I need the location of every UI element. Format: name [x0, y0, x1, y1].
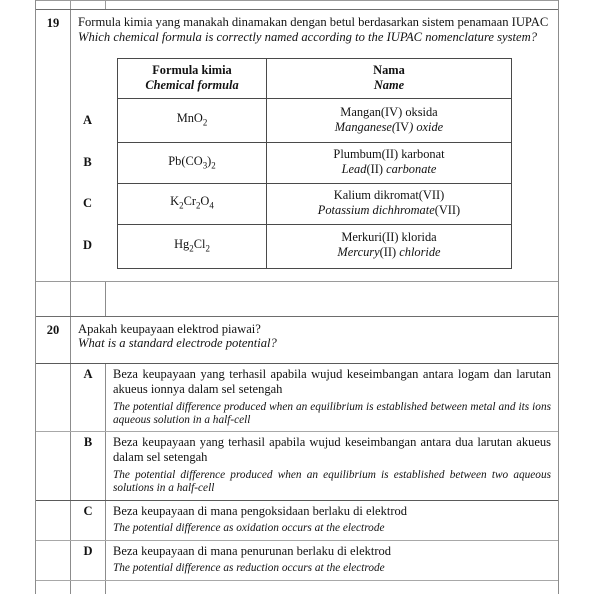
- question-19-option-letter-a: A: [82, 112, 93, 127]
- table-row[interactable]: [118, 183, 512, 224]
- formula-cell-c: $K_2Cr_2O_4$: [118, 183, 267, 224]
- question-20-stem-ms: Apakah keupayaan elektrod piawai?: [78, 321, 261, 336]
- option-d-body: [106, 541, 558, 580]
- option-d-number-cell: [36, 541, 71, 580]
- question-number-20: 20: [36, 317, 71, 363]
- question-19-stem: [78, 15, 552, 44]
- option-row-b[interactable]: [36, 431, 558, 499]
- spacer-row: [36, 281, 558, 316]
- header-name-en: Name: [373, 78, 405, 93]
- option-a-letter: A: [71, 364, 106, 431]
- name-ms-a: Mangan(IV) oksida: [340, 104, 438, 119]
- header-name-ms: Nama: [373, 63, 405, 78]
- option-row-c[interactable]: [36, 500, 558, 540]
- name-cell-a: [267, 99, 512, 143]
- option-c-body: [106, 501, 558, 540]
- option-c-en: The potential difference as oxidation occurs at the electrode: [113, 522, 385, 535]
- option-c-letter: C: [71, 501, 106, 540]
- question-frame: [35, 0, 559, 594]
- option-a-en: The potential difference produced when an equilibrium is established between metal and its ions aqueous solution in a half-cell: [113, 400, 551, 427]
- question-number-19: 19: [36, 10, 71, 281]
- name-ms-d: Merkuri(II) klorida: [341, 230, 437, 245]
- question-row-20: [36, 316, 558, 363]
- spacer-letter-cell: [71, 282, 106, 316]
- table-row[interactable]: [118, 224, 512, 268]
- option-b-ms: Beza keupayaan yang terhasil apabila wujud keseimbangan antara dua larutan akueus dalam sel setengah: [113, 435, 551, 465]
- name-ms-c: Kalium dikromat(VII): [333, 187, 445, 202]
- table-row[interactable]: [118, 143, 512, 184]
- formula-cell-a: MnO$_2$: [118, 99, 267, 143]
- formula-table-body: [118, 99, 512, 269]
- name-ms-b: Plumbum(II) karbonat: [333, 147, 445, 162]
- option-a-number-cell: [36, 364, 71, 431]
- page-bottom-stub-row: [36, 580, 558, 594]
- spacer-number-cell: [36, 282, 71, 316]
- question-20-stem-en: What is a standard electrode potential?: [78, 336, 277, 351]
- name-cell-c: [267, 183, 512, 224]
- question-20-stem: [78, 322, 552, 351]
- option-a-ms: Beza keupayaan yang terhasil apabila wujud keseimbangan antara logam dan larutan akueus ionnya dalam sel setengah: [113, 367, 551, 396]
- header-formula-en: Chemical formula: [145, 78, 239, 93]
- header-name: [267, 59, 512, 99]
- tail-body-cell: [106, 581, 558, 594]
- question-19-option-letter-b: B: [83, 155, 92, 170]
- stub-number-cell: [36, 1, 71, 9]
- question-19-stem-ms: Formula kimia yang manakah dinamakan dengan betul berdasarkan sistem penamaan IUPAC: [78, 15, 549, 29]
- option-b-number-cell: [36, 432, 71, 499]
- formula-cell-d: $Hg_2Cl_2$: [118, 224, 267, 268]
- option-row-a[interactable]: [36, 363, 558, 431]
- page-top-stub-row: [36, 0, 558, 9]
- question-20-content: [71, 317, 558, 363]
- option-d-letter: D: [71, 541, 106, 580]
- option-a-body: [106, 364, 558, 431]
- question-row-19: [36, 9, 558, 281]
- formula-table-wrapper: [78, 44, 552, 278]
- option-b-body: [106, 432, 558, 499]
- option-b-en: The potential difference produced when an equilibrium is established between two aqueous solutions in a half-cell: [113, 468, 551, 495]
- stub-letter-cell: [71, 1, 106, 9]
- option-d-ms: Beza keupayaan di mana penurunan berlaku di elektrod: [113, 543, 392, 558]
- question-19-option-letter-c: C: [82, 195, 93, 210]
- header-formula-ms: Formula kimia: [152, 63, 232, 78]
- question-19-option-letter-d: D: [82, 238, 93, 253]
- name-en-d: Mercury(II) chloride: [337, 245, 441, 260]
- header-chemical-formula: [118, 59, 267, 99]
- question-19-content: [71, 10, 558, 281]
- spacer-body-cell: [106, 282, 558, 316]
- name-cell-b: [267, 143, 512, 184]
- formula-cell-b: $Pb(CO_3)_2$: [118, 143, 267, 184]
- formula-name-table: [117, 58, 512, 268]
- name-en-c: Potassium dichhromate(VII): [317, 202, 461, 217]
- option-d-en: The potential difference as reduction occurs at the electrode: [113, 562, 385, 575]
- option-row-d[interactable]: [36, 540, 558, 580]
- tail-letter-cell: [71, 581, 106, 594]
- option-c-ms: Beza keupayaan di mana pengoksidaan berlaku di elektrod: [113, 503, 407, 518]
- table-row[interactable]: [118, 99, 512, 143]
- question-19-stem-en: Which chemical formula is correctly named according to the IUPAC nomenclature system?: [78, 29, 537, 44]
- formula-table-header-row: [118, 59, 512, 99]
- tail-number-cell: [36, 581, 71, 594]
- name-en-b: Lead(II) carbonate: [341, 162, 437, 177]
- name-en-a: Manganese(IV) oxide: [334, 119, 444, 134]
- name-cell-d: [267, 224, 512, 268]
- option-b-letter: B: [71, 432, 106, 499]
- option-c-number-cell: [36, 501, 71, 540]
